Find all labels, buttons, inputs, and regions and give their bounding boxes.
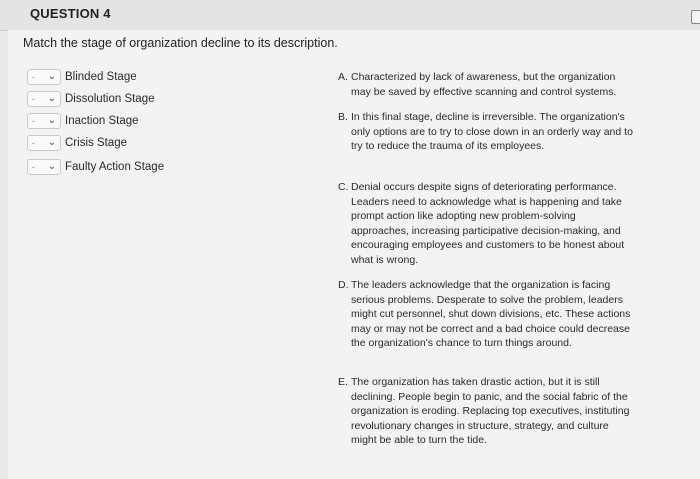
match-row-blinded	[27, 68, 137, 86]
answer-letter: D.	[338, 279, 349, 291]
match-select-blinded[interactable]	[27, 69, 61, 85]
answer-letter: B.	[338, 111, 348, 123]
answer-text: In this final stage, decline is irreversible. The organization's only options are to try to close down in an orderly way and to try to reduce the trauma of its employees.	[351, 111, 633, 153]
answer-a	[338, 70, 638, 100]
question-body	[8, 30, 700, 479]
match-row-dissolution	[27, 90, 155, 108]
answer-c	[338, 180, 638, 270]
stage-label-inaction: Inaction Stage	[65, 115, 139, 127]
match-row-faulty-action	[27, 158, 164, 176]
stage-label-dissolution: Dissolution Stage	[65, 93, 155, 105]
chevron-down-icon: ⌄	[47, 93, 56, 104]
answer-e	[338, 375, 638, 455]
answer-letter: C.	[338, 181, 349, 193]
answer-letter: E.	[338, 376, 348, 388]
panel-toggle-icon[interactable]	[691, 10, 700, 24]
select-value: -	[32, 116, 35, 126]
match-select-crisis[interactable]	[27, 135, 61, 151]
stage-label-crisis: Crisis Stage	[65, 137, 127, 149]
question-title: QUESTION 4	[30, 6, 111, 21]
answer-text: Denial occurs despite signs of deteriorating performance. Leaders need to acknowledge what is happening and take prompt action like adopting new problem-solving approaches, increasing participative decision-making, and encouraging employees and customers to be honest about what is wrong.	[351, 181, 625, 266]
match-row-crisis	[27, 134, 127, 152]
answer-text: The leaders acknowledge that the organization is facing serious problems. Desperate to solve the problem, leaders might cut personnel, shut down divisions, etc. These actions may or may not be correct and a bad choice could decrease the organization's chance to turn things around.	[351, 279, 631, 350]
answer-b	[338, 110, 638, 170]
answer-text: Characterized by lack of awareness, but the organization may be saved by effective scanning and control systems.	[351, 71, 617, 98]
question-prompt: Match the stage of organization decline to its description.	[23, 36, 338, 50]
select-value: -	[32, 162, 35, 172]
select-value: -	[32, 94, 35, 104]
match-select-inaction[interactable]	[27, 113, 61, 129]
chevron-down-icon: ⌄	[47, 161, 56, 172]
question-header	[0, 0, 700, 31]
chevron-down-icon: ⌄	[47, 137, 56, 148]
chevron-down-icon: ⌄	[47, 71, 56, 82]
match-select-dissolution[interactable]	[27, 91, 61, 107]
answer-d	[338, 278, 638, 368]
match-select-faulty-action[interactable]	[27, 159, 61, 175]
stage-label-faulty-action: Faulty Action Stage	[65, 161, 165, 173]
answer-text: The organization has taken drastic action, but it is still declining. People begin to panic, and the social fabric of the organization is eroding. Replacing top executives, instituting revolutionary changes in structure, strategy, and culture might be able to turn the tide.	[351, 376, 630, 447]
stage-label-blinded: Blinded Stage	[65, 71, 137, 83]
match-row-inaction	[27, 112, 139, 130]
select-value: -	[32, 72, 35, 82]
answer-letter: A.	[338, 71, 348, 83]
chevron-down-icon: ⌄	[47, 115, 56, 126]
select-value: -	[32, 138, 35, 148]
